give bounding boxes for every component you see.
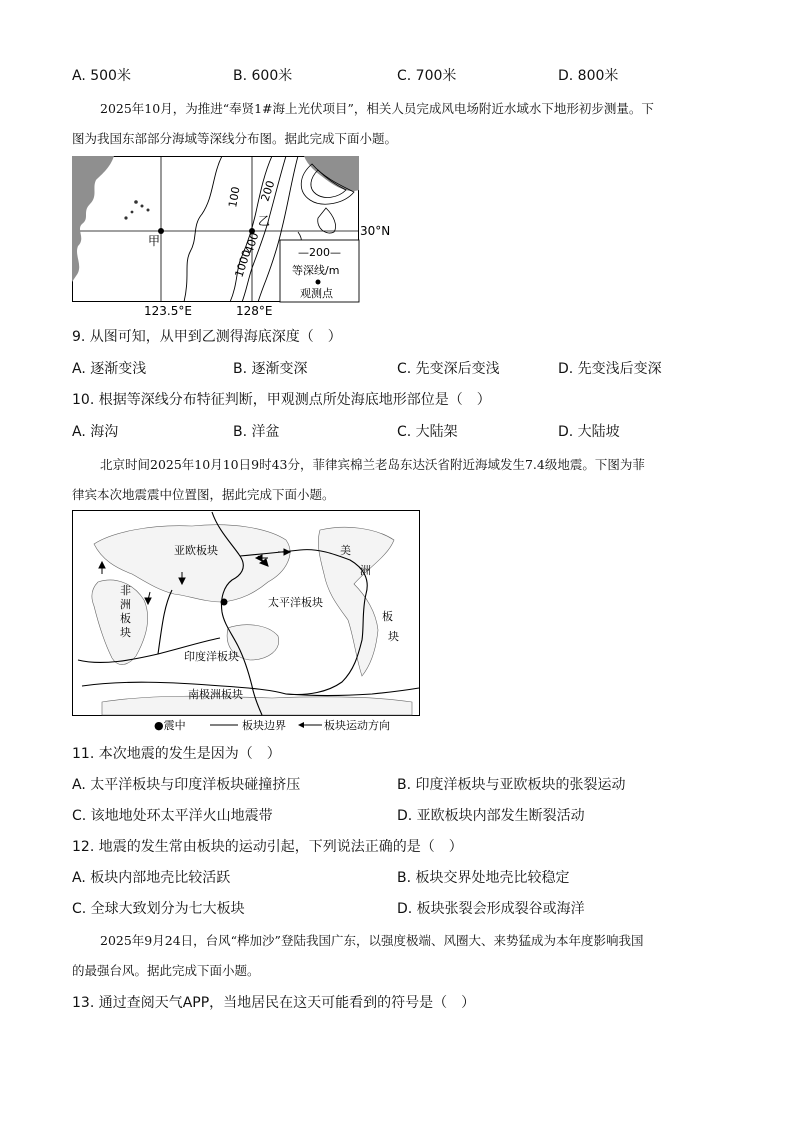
q9-option-c: C. 先变深后变浅 xyxy=(397,361,500,377)
q11-stem: 11. 本次地震的发生是因为（ ） xyxy=(72,746,281,762)
plate-map xyxy=(72,510,422,735)
passage2-line1: 北京时间2025年10月10日9时43分，菲律宾棉兰老岛东达沃省附近海域发生7.4级地震。下图为菲 xyxy=(100,457,645,472)
legend-isobath-sample: —200— xyxy=(298,246,341,259)
label-african-plate-4: 块 xyxy=(120,626,131,639)
passage1-line1: 2025年10月，为推进“奉贤1#海上光伏项目”，相关人员完成风电场附近水域水下地形初步测量。下 xyxy=(100,101,654,116)
label-1235e: 123.5°E xyxy=(144,304,192,316)
legend-arrow-head xyxy=(298,722,304,728)
label-depth-1000: 1000 xyxy=(232,248,254,279)
passage2-line2: 律宾本次地震震中位置图，据此完成下面小题。 xyxy=(72,487,335,502)
q8-option-b: B. 600米 xyxy=(233,68,293,84)
passage1-line2: 图为我国东部部分海域等深线分布图。据此完成下面小题。 xyxy=(72,131,398,146)
map1-island xyxy=(141,205,144,208)
legend-motion: 板块运动方向 xyxy=(324,719,390,732)
map1-island xyxy=(147,209,150,212)
label-american-plate-2: 洲 xyxy=(360,564,371,577)
label-jia: 甲 xyxy=(148,234,161,248)
q11-option-a: A. 太平洋板块与印度洋板块碰撞挤压 xyxy=(72,777,301,793)
q11-option-d: D. 亚欧板块内部发生断裂活动 xyxy=(397,808,585,824)
label-30n: 30°N xyxy=(360,224,391,238)
legend-point-label: 观测点 xyxy=(300,287,333,300)
q12-stem: 12. 地震的发生常由板块的运动引起，下列说法正确的是（ ） xyxy=(72,839,463,855)
map1-island xyxy=(131,211,134,214)
label-african-plate-1: 非 xyxy=(120,584,131,597)
passage3-line2: 的最强台风。据此完成下面小题。 xyxy=(72,963,260,978)
q12-option-b: B. 板块交界处地壳比较稳定 xyxy=(397,870,570,886)
q9-option-b: B. 逐渐变深 xyxy=(233,361,308,377)
q9-option-a: A. 逐渐变浅 xyxy=(72,361,147,377)
q11-option-c: C. 该地地处环太平洋火山地震带 xyxy=(72,808,273,824)
label-antarctic-plate: 南极洲板块 xyxy=(188,688,243,701)
q13-stem: 13. 通过查阅天气APP，当地居民在这天可能看到的符号是（ ） xyxy=(72,995,476,1011)
legend-point-icon xyxy=(316,280,321,285)
q12-option-d: D. 板块张裂会形成裂谷或海洋 xyxy=(397,901,585,917)
q10-option-a: A. 海沟 xyxy=(72,424,119,440)
q8-option-c: C. 700米 xyxy=(397,68,457,84)
label-eurasian-plate: 亚欧板块 xyxy=(174,544,218,557)
legend-isobath-label: 等深线/m xyxy=(292,264,340,277)
passage3-line1: 2025年9月24日，台风“桦加沙”登陆我国广东，以强度极端、风圈大、来势猛成为本年度影响我国 xyxy=(100,933,644,948)
label-depth-200: 200 xyxy=(258,178,278,203)
isobath-map xyxy=(72,156,392,316)
label-african-plate-2: 洲 xyxy=(120,598,131,611)
q10-option-b: B. 洋盆 xyxy=(233,424,280,440)
label-yi: 乙 xyxy=(258,214,271,228)
map2-antarctica xyxy=(102,696,412,715)
q12-option-c: C. 全球大致划分为七大板块 xyxy=(72,901,245,917)
q8-option-a: A. 500米 xyxy=(72,68,131,84)
q10-option-c: C. 大陆架 xyxy=(397,424,458,440)
q9-option-d: D. 先变浅后变深 xyxy=(558,361,662,377)
q11-option-b: B. 印度洋板块与亚欧板块的张裂运动 xyxy=(397,777,626,793)
label-american-plate-1: 美 xyxy=(340,544,351,557)
label-african-plate-3: 板 xyxy=(120,612,131,625)
label-pacific-plate: 太平洋板块 xyxy=(268,596,323,609)
q10-stem: 10. 根据等深线分布特征判断，甲观测点所处海底地形部位是（ ） xyxy=(72,392,491,408)
legend-boundary: 板块边界 xyxy=(242,719,286,732)
label-american-plate-3: 板 xyxy=(382,610,393,623)
label-indian-plate: 印度洋板块 xyxy=(184,650,239,663)
label-american-plate-4: 块 xyxy=(388,630,399,643)
label-depth-400: 400 xyxy=(242,230,262,255)
q9-stem: 9. 从图可知，从甲到乙测得海底深度（ ） xyxy=(72,329,342,345)
legend-epicenter: ●震中 xyxy=(154,719,186,732)
map1-island xyxy=(134,200,138,204)
q10-option-d: D. 大陆坡 xyxy=(558,424,620,440)
epicenter-marker xyxy=(221,599,228,606)
map1-island xyxy=(124,216,127,219)
label-depth-100: 100 xyxy=(226,185,243,209)
q12-option-a: A. 板块内部地壳比较活跃 xyxy=(72,870,231,886)
label-128e: 128°E xyxy=(236,304,273,316)
q8-option-d: D. 800米 xyxy=(558,68,619,84)
